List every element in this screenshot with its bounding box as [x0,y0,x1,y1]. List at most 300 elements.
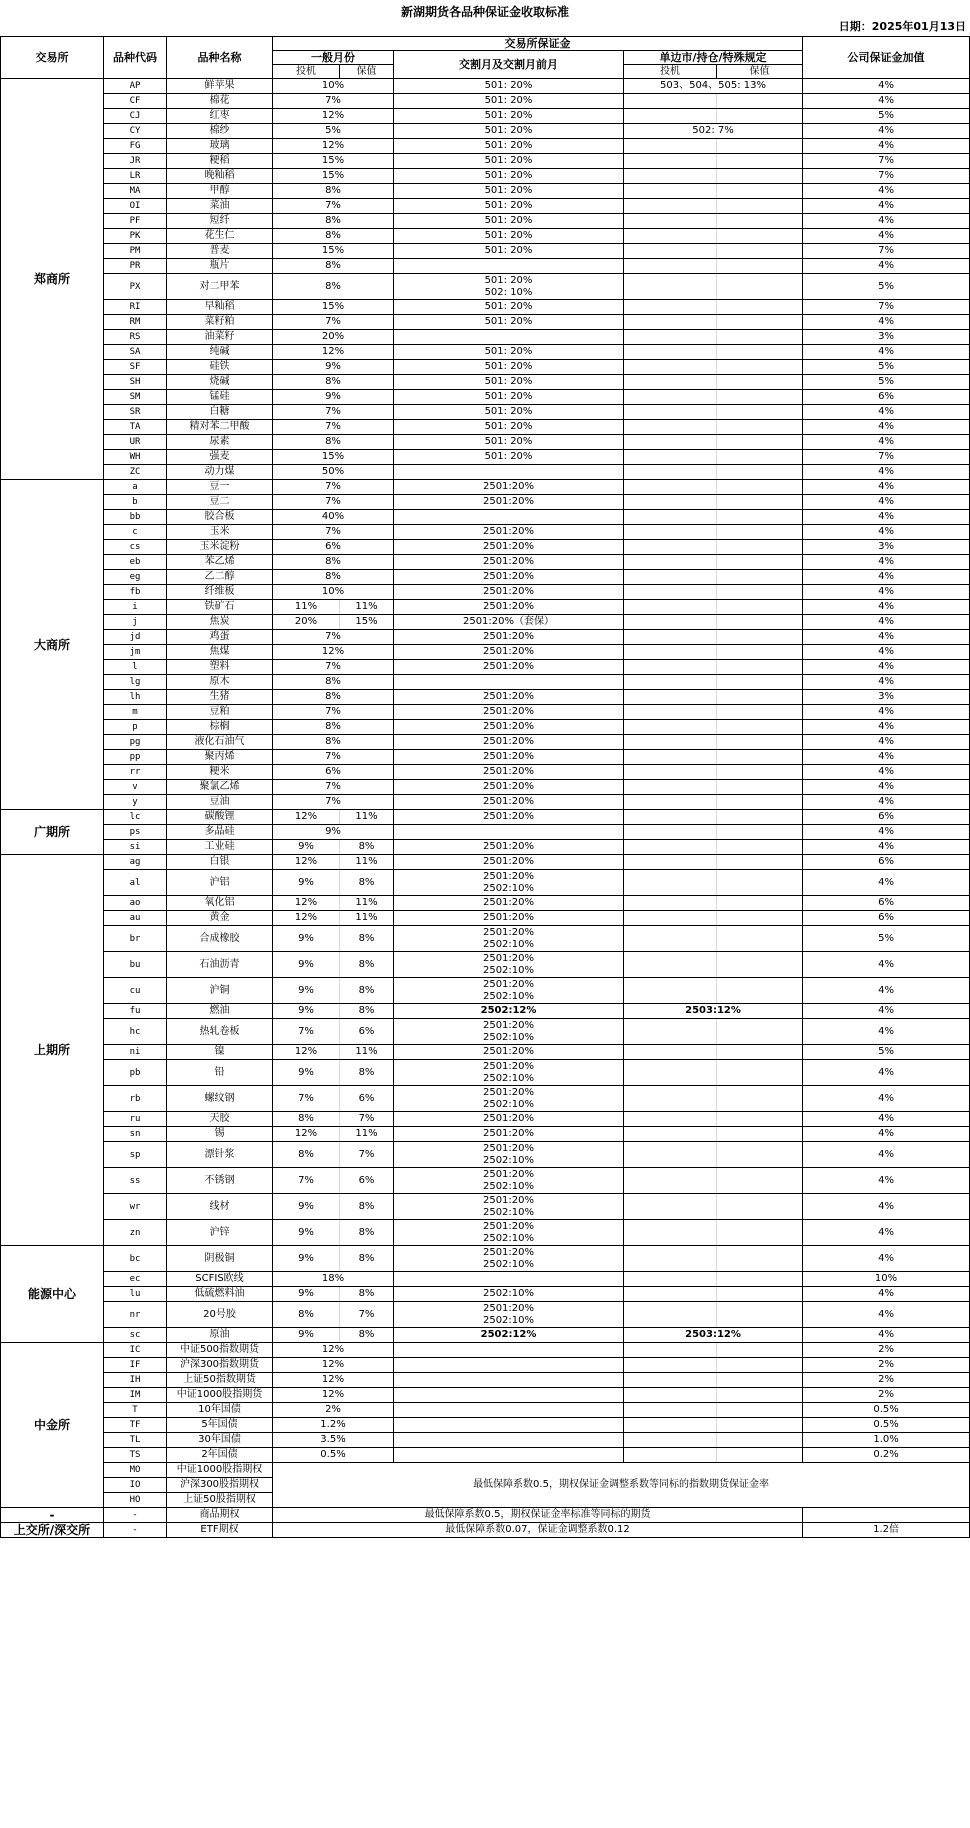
delivery-margin: 2501:20% 2502:10% [394,1220,624,1246]
speculation-margin: 9% [273,1246,340,1272]
company-add: 4% [803,214,970,229]
table-row [1,1112,970,1127]
hedge-margin: 8% [340,1328,394,1343]
product-name: 中证1000股指期货 [167,1388,273,1403]
special-rule [624,1343,717,1358]
special-rule [624,735,717,750]
company-add: 4% [803,199,970,214]
speculation-margin: 9% [273,1060,340,1086]
company-add: 4% [803,735,970,750]
product-name: 原油 [167,1328,273,1343]
delivery-margin: 501: 20% [394,300,624,315]
product-name: 普麦 [167,244,273,259]
company-add: 5% [803,274,970,300]
special-rule [624,1142,717,1168]
product-name: 中证500指数期货 [167,1343,273,1358]
delivery-margin: 2501:20% [394,555,624,570]
product-name: 粳稻 [167,154,273,169]
table-row [1,525,970,540]
special-hedge [717,274,803,300]
special-rule [624,952,717,978]
product-name: 中证1000股指期权 [167,1463,273,1478]
delivery-margin: 501: 20% [394,375,624,390]
delivery-margin: 501: 20% [394,420,624,435]
hedge-margin: 7% [340,1112,394,1127]
product-code: IF [104,1358,167,1373]
special-rule [624,274,717,300]
delivery-margin: 2501:20% 2502:10% [394,1194,624,1220]
product-name: 强麦 [167,450,273,465]
product-code: sn [104,1127,167,1142]
delivery-margin [394,675,624,690]
hedge-margin: 6% [340,1019,394,1045]
product-code: SF [104,360,167,375]
delivery-margin: 501: 20% [394,435,624,450]
general-margin: 8% [273,555,394,570]
delivery-margin: 2501:20% 2502:10% [394,1246,624,1272]
special-hedge [717,1127,803,1142]
delivery-margin: 2501:20% [394,855,624,870]
table-row [1,345,970,360]
table-row [1,585,970,600]
product-code: rb [104,1086,167,1112]
company-add: 4% [803,615,970,630]
product-name: 玉米 [167,525,273,540]
product-code: TF [104,1418,167,1433]
product-name: 鸡蛋 [167,630,273,645]
header-company-add: 公司保证金加值 [803,37,970,79]
company-add: 4% [803,585,970,600]
table-row [1,1086,970,1112]
special-hedge [717,1112,803,1127]
company-add: 4% [803,1112,970,1127]
delivery-margin: 501: 20% [394,229,624,244]
product-name: 苯乙烯 [167,555,273,570]
product-code: ag [104,855,167,870]
delivery-margin: 2501:20% [394,720,624,735]
general-margin: 8% [273,720,394,735]
product-name: 菜油 [167,199,273,214]
exchange-name: 上期所 [1,855,104,1246]
speculation-margin: 8% [273,1112,340,1127]
special-rule [624,870,717,896]
table-row [1,1142,970,1168]
special-hedge [717,229,803,244]
special-hedge [717,199,803,214]
hedge-margin: 11% [340,896,394,911]
company-add: 7% [803,169,970,184]
product-code: CF [104,94,167,109]
header-hedge: 保值 [340,65,394,79]
general-margin: 7% [273,495,394,510]
special-rule [624,675,717,690]
product-code: sc [104,1328,167,1343]
general-margin: 7% [273,795,394,810]
product-name: 鲜苹果 [167,79,273,94]
company-add: 4% [803,765,970,780]
general-margin: 8% [273,570,394,585]
product-name: 沪铜 [167,978,273,1004]
special-rule: 502: 7% [624,124,803,139]
general-margin: 12% [273,1358,394,1373]
special-hedge [717,360,803,375]
header-special-speculation: 投机 [624,65,717,79]
hedge-margin: 7% [340,1142,394,1168]
product-name: 豆油 [167,795,273,810]
delivery-margin [394,1343,624,1358]
special-hedge [717,735,803,750]
special-rule [624,1220,717,1246]
header-speculation: 投机 [273,65,340,79]
company-add: 4% [803,1287,970,1302]
table-row [1,1302,970,1328]
special-rule [624,1194,717,1220]
special-hedge [717,1343,803,1358]
table-row [1,720,970,735]
special-rule [624,1433,717,1448]
company-add: 4% [803,630,970,645]
table-row [1,1523,970,1538]
company-add: 1.0% [803,1433,970,1448]
product-name: 硅铁 [167,360,273,375]
special-hedge [717,810,803,825]
special-hedge [717,705,803,720]
product-code: lh [104,690,167,705]
product-code: T [104,1403,167,1418]
table-row [1,911,970,926]
table-row [1,1287,970,1302]
special-rule [624,1168,717,1194]
table-row [1,139,970,154]
delivery-margin: 501: 20% [394,169,624,184]
delivery-margin [394,510,624,525]
product-code: au [104,911,167,926]
special-rule [624,184,717,199]
product-name: 上证50指数期货 [167,1373,273,1388]
delivery-margin: 2501:20% [394,645,624,660]
speculation-margin: 12% [273,855,340,870]
special-hedge [717,750,803,765]
special-hedge [717,675,803,690]
exchange-name: 上交所/深交所 [1,1523,104,1538]
special-hedge [717,926,803,952]
table-row [1,630,970,645]
product-code: RS [104,330,167,345]
special-hedge [717,1168,803,1194]
delivery-margin: 2501:20% [394,1112,624,1127]
product-code: IM [104,1388,167,1403]
product-code: IC [104,1343,167,1358]
special-rule [624,555,717,570]
company-add: 4% [803,952,970,978]
special-hedge [717,570,803,585]
product-code: CY [104,124,167,139]
product-code: ao [104,896,167,911]
options-note: 最低保障系数0.5，期权保证金率标准等同标的期货 [273,1508,803,1523]
special-rule [624,139,717,154]
general-margin: 9% [273,825,394,840]
header-special-hedge: 保值 [717,65,803,79]
table-row [1,330,970,345]
general-margin: 7% [273,525,394,540]
product-code: - [104,1508,167,1523]
special-rule [624,229,717,244]
company-add: 4% [803,510,970,525]
general-margin: 8% [273,214,394,229]
general-margin: 15% [273,154,394,169]
speculation-margin: 8% [273,1302,340,1328]
general-margin: 8% [273,675,394,690]
delivery-margin: 2501:20% 2502:10% [394,952,624,978]
delivery-margin: 501: 20% [394,154,624,169]
product-code: pp [104,750,167,765]
hedge-margin: 11% [340,1127,394,1142]
delivery-margin: 2501:20% [394,780,624,795]
delivery-margin: 501: 20% [394,315,624,330]
special-hedge [717,435,803,450]
company-add [803,1508,970,1523]
company-add: 4% [803,345,970,360]
delivery-margin: 2501:20% [394,750,624,765]
company-add: 4% [803,465,970,480]
delivery-margin: 501: 20% [394,345,624,360]
special-hedge [717,375,803,390]
hedge-margin: 8% [340,1287,394,1302]
general-margin: 6% [273,765,394,780]
special-hedge [717,1194,803,1220]
product-name: 玉米淀粉 [167,540,273,555]
product-code: bc [104,1246,167,1272]
table-row [1,79,970,94]
special-hedge [717,978,803,1004]
speculation-margin: 9% [273,1004,340,1019]
special-rule [624,1127,717,1142]
product-code: nr [104,1302,167,1328]
delivery-margin [394,1272,624,1287]
delivery-margin [394,1448,624,1463]
header-code: 品种代码 [104,37,167,79]
product-name: 低硫燃料油 [167,1287,273,1302]
product-code: PR [104,259,167,274]
special-hedge [717,315,803,330]
table-row [1,1045,970,1060]
special-rule [624,300,717,315]
company-add: 4% [803,435,970,450]
table-row [1,896,970,911]
product-code: bb [104,510,167,525]
special-rule [624,690,717,705]
product-code: c [104,525,167,540]
special-hedge [717,139,803,154]
table-row [1,1019,970,1045]
table-row [1,390,970,405]
special-rule [624,911,717,926]
product-code: cu [104,978,167,1004]
company-add: 4% [803,495,970,510]
general-margin: 18% [273,1272,394,1287]
special-hedge [717,109,803,124]
special-rule [624,630,717,645]
hedge-margin: 15% [340,615,394,630]
special-hedge [717,660,803,675]
delivery-margin: 2501:20% [394,585,624,600]
special-rule [624,660,717,675]
special-hedge [717,1019,803,1045]
company-add: 4% [803,259,970,274]
product-name: SCFIS欧线 [167,1272,273,1287]
product-code: p [104,720,167,735]
product-code: pg [104,735,167,750]
delivery-margin: 2501:20% 2502:10% [394,926,624,952]
special-hedge [717,184,803,199]
product-code: fb [104,585,167,600]
delivery-margin: 2501:20% [394,765,624,780]
special-rule [624,896,717,911]
delivery-margin: 2502:12% [394,1004,624,1019]
delivery-margin: 2501:20% [394,630,624,645]
exchange-name: 中金所 [1,1343,104,1508]
company-add: 4% [803,720,970,735]
special-rule [624,465,717,480]
special-rule [624,795,717,810]
product-name: 白糖 [167,405,273,420]
special-hedge [717,855,803,870]
special-rule [624,259,717,274]
product-name: 塑料 [167,660,273,675]
special-hedge [717,911,803,926]
product-name: 20号胶 [167,1302,273,1328]
product-name: 甲醇 [167,184,273,199]
company-add: 4% [803,555,970,570]
special-hedge [717,480,803,495]
product-code: RM [104,315,167,330]
product-name: 石油沥青 [167,952,273,978]
product-name: 不锈钢 [167,1168,273,1194]
special-rule: 2503:12% [624,1328,803,1343]
speculation-margin: 9% [273,1328,340,1343]
speculation-margin: 9% [273,952,340,978]
special-hedge [717,630,803,645]
table-row [1,1448,970,1463]
company-add: 3% [803,690,970,705]
general-margin: 8% [273,735,394,750]
table-row [1,169,970,184]
delivery-margin: 2501:20% 2502:10% [394,1086,624,1112]
special-hedge [717,1373,803,1388]
delivery-margin: 2501:20% [394,495,624,510]
product-code: SR [104,405,167,420]
special-rule [624,810,717,825]
table-row [1,978,970,1004]
product-code: bu [104,952,167,978]
speculation-margin: 9% [273,1287,340,1302]
product-code: m [104,705,167,720]
product-name: 瓶片 [167,259,273,274]
delivery-margin: 2501:20% [394,735,624,750]
special-hedge [717,1388,803,1403]
special-rule [624,154,717,169]
special-rule: 2503:12% [624,1004,803,1019]
special-hedge [717,390,803,405]
delivery-margin: 501: 20% [394,360,624,375]
company-add: 4% [803,825,970,840]
general-margin: 2% [273,1403,394,1418]
header-exchange: 交易所 [1,37,104,79]
general-margin: 15% [273,244,394,259]
special-rule [624,109,717,124]
special-rule [624,1302,717,1328]
special-hedge [717,1060,803,1086]
table-row [1,1388,970,1403]
table-row [1,825,970,840]
product-code: - [104,1523,167,1538]
special-rule [624,345,717,360]
table-row [1,315,970,330]
company-add: 1.2倍 [803,1523,970,1538]
company-add: 5% [803,109,970,124]
company-add: 4% [803,780,970,795]
product-name: 合成橡胶 [167,926,273,952]
product-code: pb [104,1060,167,1086]
product-name: 棉纱 [167,124,273,139]
special-hedge [717,1272,803,1287]
product-name: 精对苯二甲酸 [167,420,273,435]
company-add: 4% [803,124,970,139]
table-row [1,1463,970,1478]
special-hedge [717,244,803,259]
product-name: 烧碱 [167,375,273,390]
special-hedge [717,1246,803,1272]
speculation-margin: 9% [273,1194,340,1220]
delivery-margin: 2501:20% [394,570,624,585]
delivery-margin: 501: 20% 502: 10% [394,274,624,300]
product-name: 晚籼稻 [167,169,273,184]
product-name: 铁矿石 [167,600,273,615]
general-margin: 7% [273,480,394,495]
table-row [1,540,970,555]
company-add: 3% [803,540,970,555]
table-row [1,1343,970,1358]
table-row [1,1433,970,1448]
table-row [1,199,970,214]
delivery-margin: 501: 20% [394,109,624,124]
product-name: 铅 [167,1060,273,1086]
delivery-margin: 501: 20% [394,244,624,259]
special-hedge [717,690,803,705]
special-hedge [717,1433,803,1448]
company-add: 4% [803,1004,970,1019]
table-row [1,765,970,780]
general-margin: 1.2% [273,1418,394,1433]
report-date: 日期：2025年01月13日 [838,20,966,33]
special-rule [624,525,717,540]
product-code: TS [104,1448,167,1463]
general-margin: 8% [273,435,394,450]
hedge-margin: 8% [340,926,394,952]
product-name: 30年国债 [167,1433,273,1448]
product-code: si [104,840,167,855]
special-hedge [717,495,803,510]
product-name: 锡 [167,1127,273,1142]
delivery-margin: 2501:20%（套保） [394,615,624,630]
delivery-margin: 2501:20% [394,840,624,855]
product-name: 胶合板 [167,510,273,525]
special-rule [624,360,717,375]
speculation-margin: 9% [273,926,340,952]
special-hedge [717,1142,803,1168]
special-hedge [717,896,803,911]
special-rule [624,1045,717,1060]
